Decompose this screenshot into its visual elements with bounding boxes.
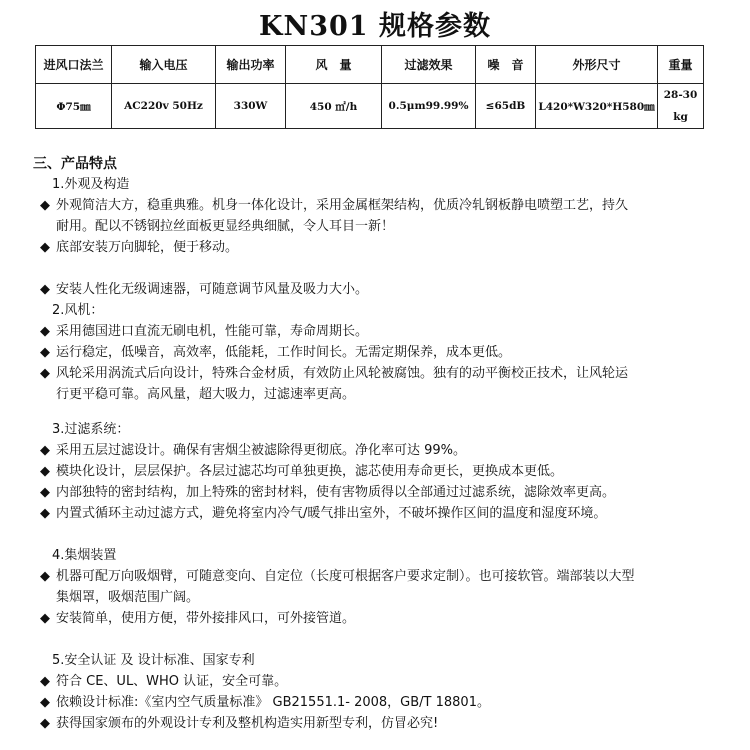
diamond-bullet-icon: ◆ [40,240,50,255]
group-heading: 5.安全认证 及 设计标准、国家专利 [52,653,255,668]
diamond-bullet-icon: ◆ [40,464,50,479]
list-item-text: 采用五层过滤设计。确保有害烟尘被滤除得更彻底。净化率可达 99%。 [56,443,467,458]
list-item [40,363,710,384]
diamond-bullet-icon: ◆ [40,443,50,458]
diamond-bullet-icon: ◆ [40,611,50,626]
page-title: KN301 规格参数 [259,11,491,42]
list-item [40,608,710,629]
list-item [40,321,710,342]
list-item-text: 模块化设计，层层保护。各层过滤芯均可单独更换，滤芯使用寿命更长，更换成本更低。 [56,464,564,479]
diamond-bullet-icon: ◆ [40,695,50,710]
list-item-text: 采用德国进口直流无刷电机，性能可靠，寿命周期长。 [56,324,369,339]
group-heading: 2.风机： [52,303,104,318]
spec-header-cell: 输出功率 [216,46,286,84]
spec-header-cell: 过滤效果 [382,46,476,84]
list-item [40,237,710,258]
list-item-continuation: 集烟罩，吸烟范围广阔。 [56,590,200,605]
spec-header-cell: 输入电压 [112,46,216,84]
spec-value-cell: L420*W320*H580㎜ [536,84,658,129]
list-item-text: 外观简洁大方，稳重典雅。机身一体化设计，采用金属框架结构，优质冷轧钢板静电喷塑工艺，持久 [56,198,629,213]
diamond-bullet-icon: ◆ [40,366,50,381]
diamond-bullet-icon: ◆ [40,674,50,689]
list-item [40,440,710,461]
spec-value-cell: 330W [216,84,286,129]
list-item [40,482,710,503]
list-item [40,342,710,363]
list-item-text: 内部独特的密封结构，加上特殊的密封材料，使有害物质得以全部通过过滤系统，滤除效率更高。 [56,485,616,500]
diamond-bullet-icon: ◆ [40,485,50,500]
list-item-text: 获得国家颁布的外观设计专利及整机构造实用新型专利，仿冒必究! [56,716,439,731]
list-item [40,566,710,587]
spec-value-cell: Φ75㎜ [36,84,112,129]
features-list [40,174,710,734]
list-item-text: 机器可配万向吸烟臂，可随意变向、自定位（长度可根据客户要求定制）。也可接软管。端部装以大型 [56,569,635,584]
list-item-text: 符合 CE、UL、WHO 认证，安全可靠。 [56,674,288,689]
list-item-text: 底部安装万向脚轮，便于移动。 [56,240,239,255]
list-item-text: 运行稳定，低噪音，高效率，低能耗，工作时间长。无需定期保养，成本更低。 [56,345,512,360]
spec-header-cell: 重量 [658,46,704,84]
list-item [40,713,710,734]
list-item [40,671,710,692]
spec-header-row [36,46,704,84]
group-heading: 4.集烟装置 [52,548,117,563]
diamond-bullet-icon: ◆ [40,716,50,731]
list-item [40,279,710,300]
diamond-bullet-icon: ◆ [40,506,50,521]
list-item-text: 安装人性化无级调速器，可随意调节风量及吸力大小。 [56,282,369,297]
spec-header-cell: 风 量 [286,46,382,84]
spec-value-row [36,84,704,129]
list-item [40,503,710,524]
spec-value-cell: ≤65dB [476,84,536,129]
diamond-bullet-icon: ◆ [40,324,50,339]
list-item-text: 安装简单，使用方便，带外接排风口，可外接管道。 [56,611,356,626]
list-item-continuation: 耐用。配以不锈钢拉丝面板更显经典细腻，令人耳目一新！ [56,219,395,234]
list-item-text: 内置式循环主动过滤方式，避免将室内冷气/暖气排出室外，不破坏操作区间的温度和湿度环境。 [56,506,607,521]
list-item-text: 依赖设计标准:《室内空气质量标准》 GB21551.1- 2008，GB/T 18801。 [56,695,490,710]
spec-value-cell: AC220v 50Hz [112,84,216,129]
spec-table [35,45,704,129]
group-heading: 1.外观及构造 [52,177,130,192]
list-item [40,692,710,713]
diamond-bullet-icon: ◆ [40,569,50,584]
section-title: 三、产品特点 [33,156,117,172]
list-item [40,195,710,216]
group-heading: 3.过滤系统： [52,422,130,437]
spec-value-cell: 450 ㎡/h [286,84,382,129]
list-item [40,461,710,482]
spec-header-cell: 噪 音 [476,46,536,84]
spec-header-cell: 进风口法兰 [36,46,112,84]
diamond-bullet-icon: ◆ [40,345,50,360]
list-item-continuation: 行更平稳可靠。高风量，超大吸力，过滤速率更高。 [56,387,356,402]
list-item-text: 风轮采用涡流式后向设计，特殊合金材质，有效防止风轮被腐蚀。独有的动平衡校正技术，让风轮运 [56,366,629,381]
spec-header-cell: 外形尺寸 [536,46,658,84]
spec-value-cell: 0.5μm99.99% [382,84,476,129]
diamond-bullet-icon: ◆ [40,198,50,213]
diamond-bullet-icon: ◆ [40,282,50,297]
spec-value-cell: 28-30 kg [658,84,704,129]
